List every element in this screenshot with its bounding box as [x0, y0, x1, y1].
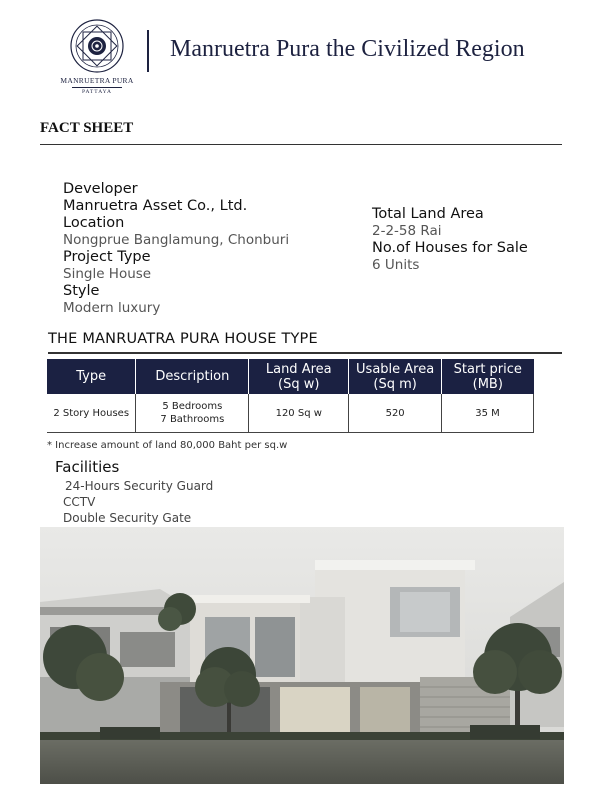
list-item: CCTV [63, 495, 96, 509]
style-value: Modern luxury [63, 300, 161, 316]
developer-label: Developer [63, 181, 138, 197]
brand-name: MANRUETRA PURA [60, 76, 134, 85]
house-illustration [40, 527, 564, 784]
list-item: 24-Hours Security Guard [65, 479, 214, 493]
house-type-table [47, 359, 534, 433]
fact-sheet-heading: FACT SHEET [40, 120, 134, 136]
header-description: Description [136, 359, 249, 394]
project-type-value: Single House [63, 266, 152, 282]
house-rendering-image [40, 527, 564, 784]
cell-type: 2 Story Houses [47, 394, 136, 433]
page-title: Manruetra Pura the Civilized Region [170, 36, 525, 62]
house-type-rule [48, 352, 562, 354]
land-area-value: 2-2-58 Rai [372, 223, 442, 239]
house-type-heading: THE MANRUATRA PURA HOUSE TYPE [48, 331, 318, 347]
developer-value: Manruetra Asset Co., Ltd. [63, 198, 248, 214]
header-usable-area: Usable Area (Sq m) [349, 359, 442, 394]
list-item: Double Security Gate [63, 511, 192, 525]
cell-usable-area: 520 [349, 394, 442, 433]
cell-land-area: 120 Sq w [249, 394, 349, 433]
cell-start-price: 35 M [442, 394, 534, 433]
land-area-label: Total Land Area [372, 206, 484, 222]
project-info-right [372, 206, 528, 274]
project-type-label: Project Type [63, 249, 151, 265]
table-header-row [47, 359, 534, 394]
facilities-list [63, 478, 213, 526]
houses-value: 6 Units [372, 257, 420, 273]
cell-description: 5 Bedrooms 7 Bathrooms [136, 394, 249, 433]
brand-logo [58, 18, 136, 95]
header-land-area: Land Area (Sq w) [249, 359, 349, 394]
location-label: Location [63, 215, 125, 231]
header-start-price: Start price (MB) [442, 359, 534, 394]
brand-location: PATTAYA [72, 87, 122, 95]
houses-label: No.of Houses for Sale [372, 240, 528, 256]
fact-sheet-rule [40, 144, 562, 145]
table-row [47, 394, 534, 433]
header-type: Type [47, 359, 136, 394]
location-value: Nongprue Banglamung, Chonburi [63, 232, 290, 248]
style-label: Style [63, 283, 100, 299]
land-price-note: * Increase amount of land 80,000 Baht per sq.w [47, 440, 288, 451]
project-info-left [63, 181, 289, 317]
logo-emblem-icon [69, 18, 125, 74]
header-divider [147, 30, 149, 72]
facilities-heading: Facilities [55, 458, 120, 476]
